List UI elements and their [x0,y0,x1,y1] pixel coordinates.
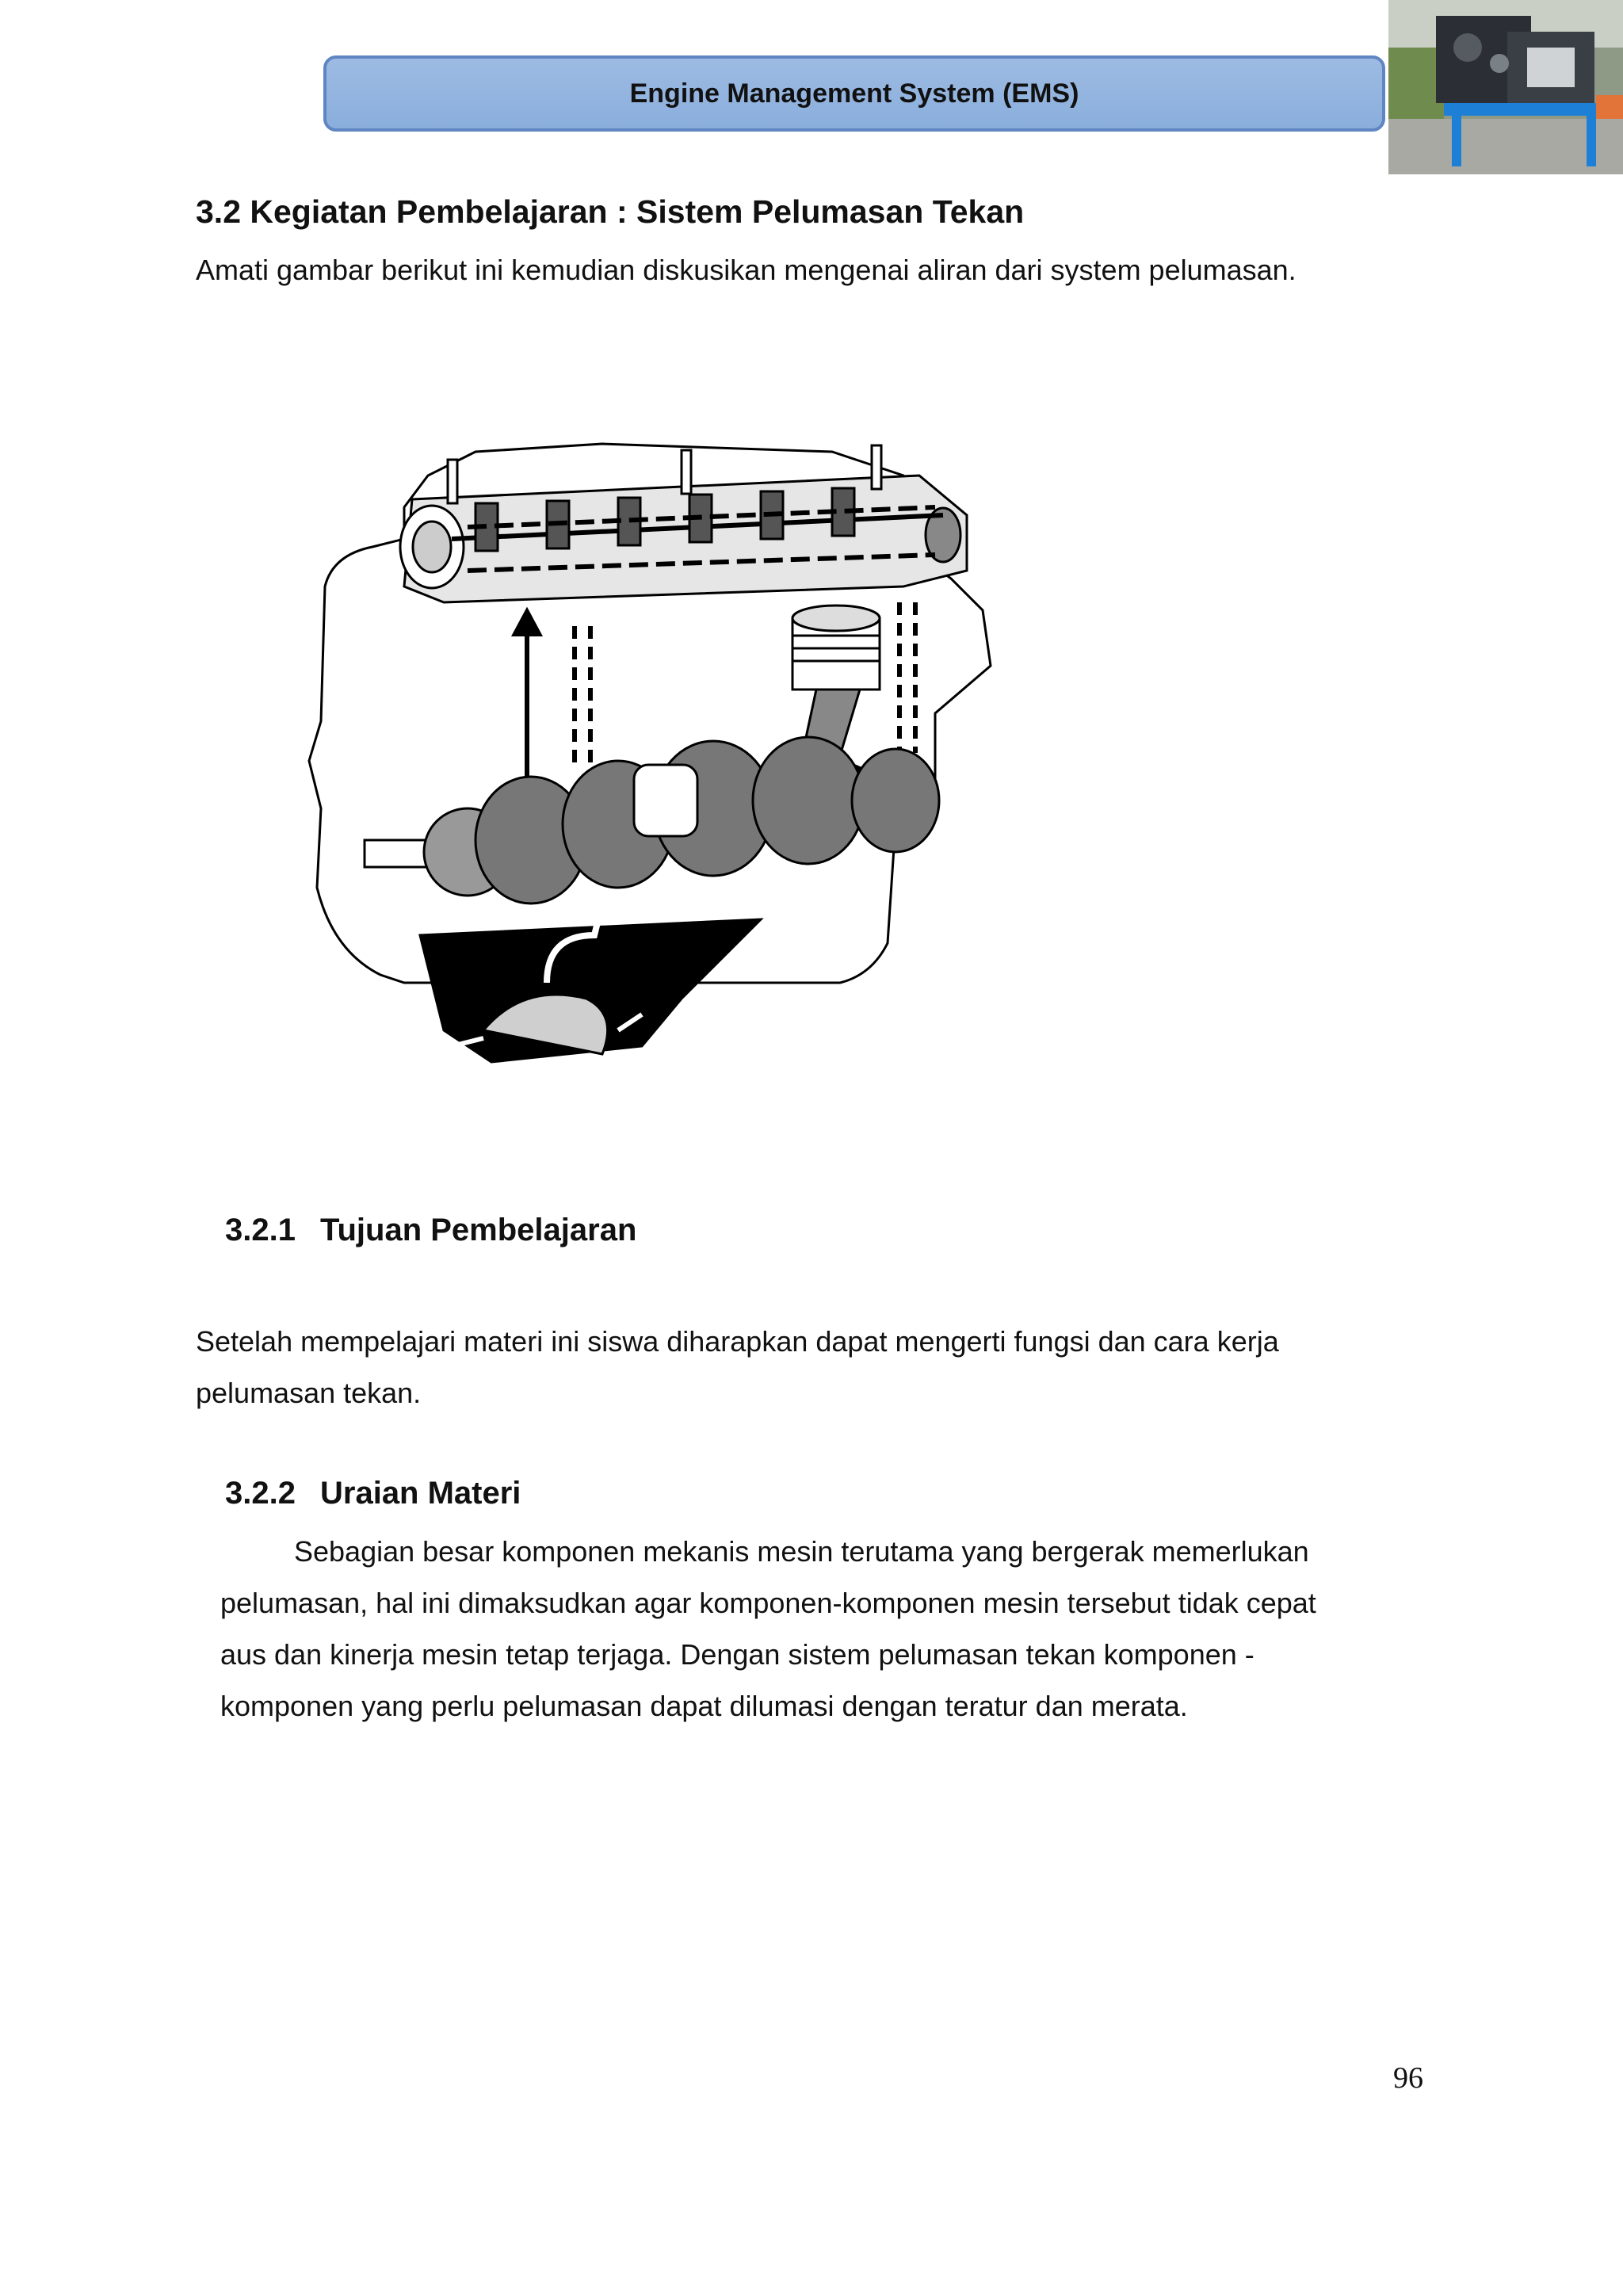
header-banner [323,55,1385,132]
section-title: 3.2 Kegiatan Pembelajaran : Sistem Pelumasan Tekan [196,193,1025,230]
crankshaft [365,737,939,904]
paragraph-line: Setelah mempelajari materi ini siswa diharapkan dapat mengerti fungsi dan cara kerja [196,1325,1279,1358]
paragraph-line: pelumasan, hal ini dimaksudkan agar komponen-komponen mesin tersebut tidak cepat [220,1587,1316,1619]
engine-trainer-photo [1388,0,1623,174]
subsection-title: Tujuan Pembelajaran [320,1213,637,1247]
cylinder-head [400,445,967,602]
header-title: Engine Management System (EMS) [629,78,1079,109]
paragraph-line: komponen yang perlu pelumasan dapat dilumasi dengan teratur dan merata. [220,1690,1188,1722]
paragraph-line: Sebagian besar komponen mekanis mesin terutama yang bergerak memerlukan [294,1535,1309,1568]
paragraph-line: aus dan kinerja mesin tetap terjaga. Dengan sistem pelumasan tekan komponen - [220,1638,1254,1671]
subsection-heading-uraian [225,1476,521,1511]
lubrication-system-diagram [285,428,1062,1086]
intro-text: Amati gambar berikut ini kemudian diskusikan mengenai aliran dari system pelumasan. [196,254,1296,286]
page-number: 96 [1393,2061,1423,2095]
subsection-number: 3.2.1 [225,1213,296,1247]
subsection-heading-tujuan [225,1213,636,1248]
tujuan-paragraph [196,1316,1279,1419]
subsection-title: Uraian Materi [320,1476,521,1511]
uraian-paragraph [220,1526,1316,1732]
paragraph-line: pelumasan tekan. [196,1377,422,1409]
subsection-number: 3.2.2 [225,1476,296,1511]
